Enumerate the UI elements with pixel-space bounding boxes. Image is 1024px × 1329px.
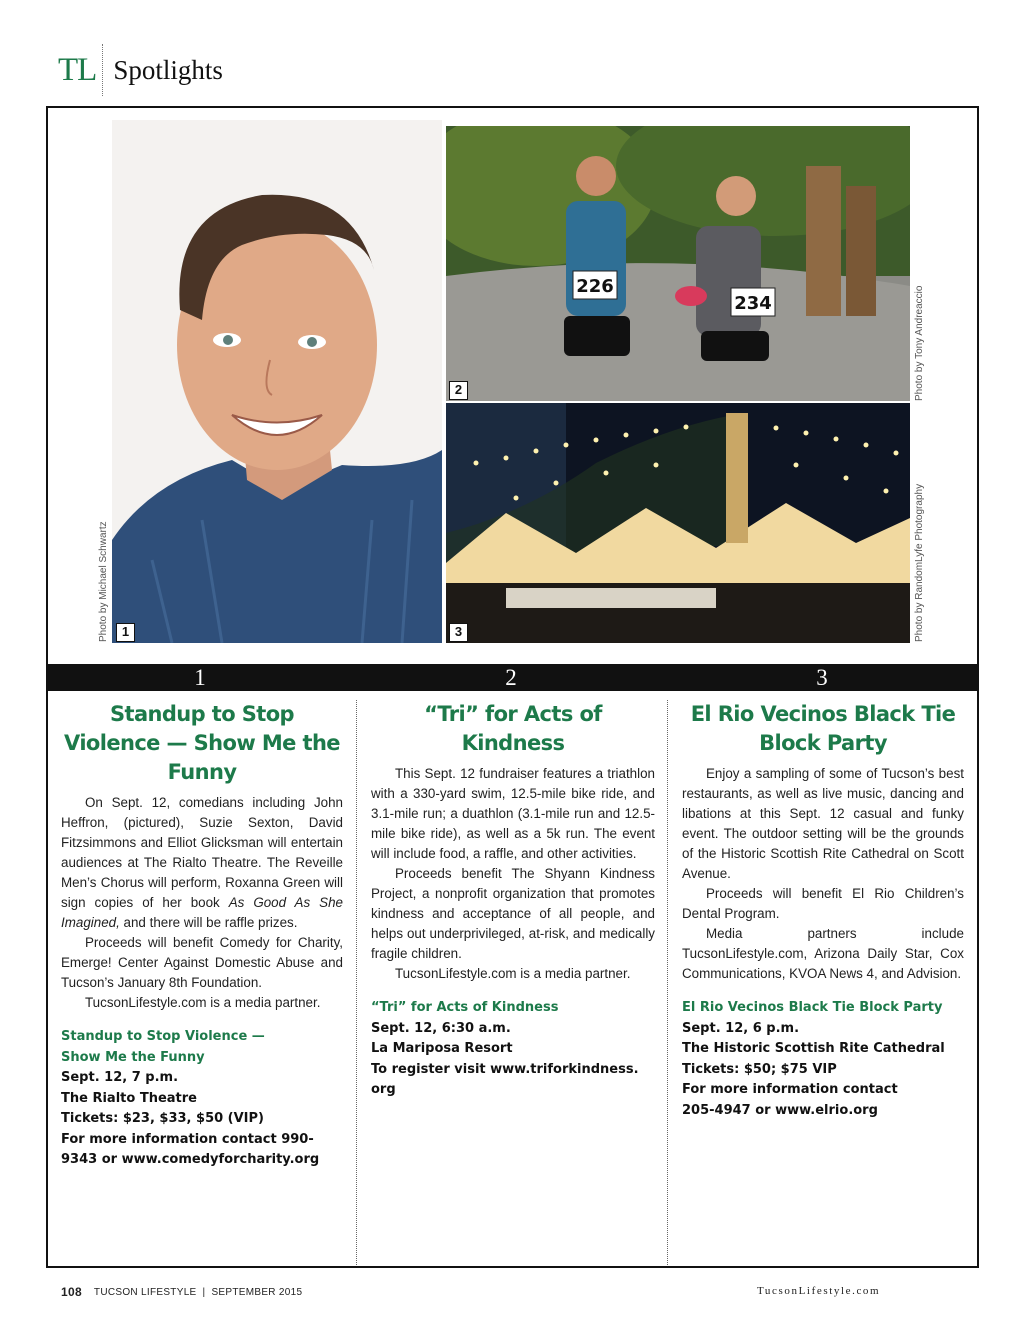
article-paragraph: Proceeds will benefit El Rio Children’s Dental Program. (682, 886, 964, 921)
photo-triathlon-runners (446, 126, 910, 401)
article-paragraph: Proceeds will benefit Comedy for Charity, Emerge! Center Against Domestic Abuse and Tucson’s January 8th Foundation. (61, 935, 343, 990)
event-details-info: Sept. 12, 7 p.m. The Rialto Theatre Tickets: $23, $33, $50 (VIP) For more information contact 990- 9343 or www.comedyforcharity.org (61, 1070, 320, 1167)
article-column-1 (61, 700, 343, 1171)
article-body (61, 793, 343, 1013)
article-body (371, 764, 655, 984)
article-paragraph: TucsonLifestyle.com is a media partner. (395, 966, 631, 981)
article-headline: “Tri” for Acts of Kindness (424, 702, 602, 755)
footer-separator: | (202, 1286, 206, 1298)
photo-credit-3: Photo by RandomLyfe Photography (914, 483, 925, 642)
photo-credit-2: Photo by Tony Andreaccio (914, 285, 925, 401)
column-divider (356, 700, 357, 1265)
issue-date: SEPTEMBER 2015 (211, 1286, 303, 1298)
article-column-3 (682, 700, 964, 1121)
bib-234: 234 (734, 293, 772, 314)
photo-block-party-night (446, 403, 910, 643)
article-paragraph: TucsonLifestyle.com is a media partner. (85, 995, 321, 1010)
article-paragraph: On Sept. 12, comedians including John Heffron, (pictured), Suzie Sexton, David Fitzsimmons and Elliot Glicksman will entertain audiences at The Rialto Theatre. The Reveille Men’s Chorus will perform, Roxanna Green will sign copies of her book As Good As She Imagined, and there will be raffle prizes. (61, 795, 343, 930)
bib-226: 226 (576, 276, 614, 297)
band-number-1: 1 (194, 665, 206, 690)
event-details-info: Sept. 12, 6:30 a.m. La Mariposa Resort To register visit www.triforkindness. org (371, 1020, 639, 1097)
section-number-band (48, 664, 977, 691)
page-header (58, 44, 223, 96)
event-details-title: Standup to Stop Violence — Show Me the Funny (61, 1029, 265, 1065)
section-title: Spotlights (113, 54, 223, 85)
photo-comedian-portrait (112, 120, 442, 643)
article-paragraph: Enjoy a sampling of some of Tucson’s best restaurants, as well as live music, dancing and libations at this Sept. 12 casual and funky event. The outdoor setting will be the grounds of the Historic Scottish Rite Cathedral on Scott Avenue. (682, 766, 964, 881)
article-column-2 (371, 700, 655, 1101)
article-headline: El Rio Vecinos Black Tie Block Party (690, 702, 956, 755)
photo-number-3: 3 (449, 623, 468, 642)
article-paragraph: This Sept. 12 fundraiser features a triathlon with a 330-yard swim, 12.5-mile bike ride, and 3.1-mile run; a duathlon (3.1-mile run and 12.5-mile bike ride), as well as a 5k run. The event will include food, a raffle, and other activities. (371, 766, 655, 861)
article-body (682, 764, 964, 984)
magazine-logo: TL (58, 51, 97, 88)
photo-credit-1: Photo by Michael Schwartz (98, 521, 109, 642)
event-details (61, 1027, 343, 1171)
header-divider (102, 44, 103, 96)
event-details (682, 998, 964, 1121)
page-footer (61, 1285, 302, 1299)
column-divider (667, 700, 668, 1265)
band-number-3: 3 (816, 665, 828, 690)
event-details-title: “Tri” for Acts of Kindness (371, 1000, 559, 1015)
magazine-name: TUCSON LIFESTYLE (93, 1286, 197, 1298)
event-details (371, 998, 655, 1101)
photo-number-2: 2 (449, 381, 468, 400)
photo-number-1: 1 (116, 623, 135, 642)
article-headline: Standup to Stop Violence — Show Me the Funny (64, 702, 340, 784)
event-details-title: El Rio Vecinos Black Tie Block Party (682, 1000, 943, 1015)
article-paragraph: Proceeds benefit The Shyann Kindness Project, a nonprofit organization that promotes kindness and acceptance of all people, and helps out underprivileged, at-risk, and medically fragile children. (371, 866, 655, 961)
page-number: 108 (61, 1285, 82, 1299)
band-number-2: 2 (505, 665, 517, 690)
event-details-info: Sept. 12, 6 p.m. The Historic Scottish Rite Cathedral Tickets: $50; $75 VIP For more information contact 205-4947 or www.elrio.org (682, 1020, 945, 1118)
article-paragraph: Media partners include TucsonLifestyle.com, Arizona Daily Star, Cox Communications, KVOA News 4, and Advision. (682, 926, 964, 981)
website-url: TucsonLifestyle.com (757, 1285, 881, 1297)
